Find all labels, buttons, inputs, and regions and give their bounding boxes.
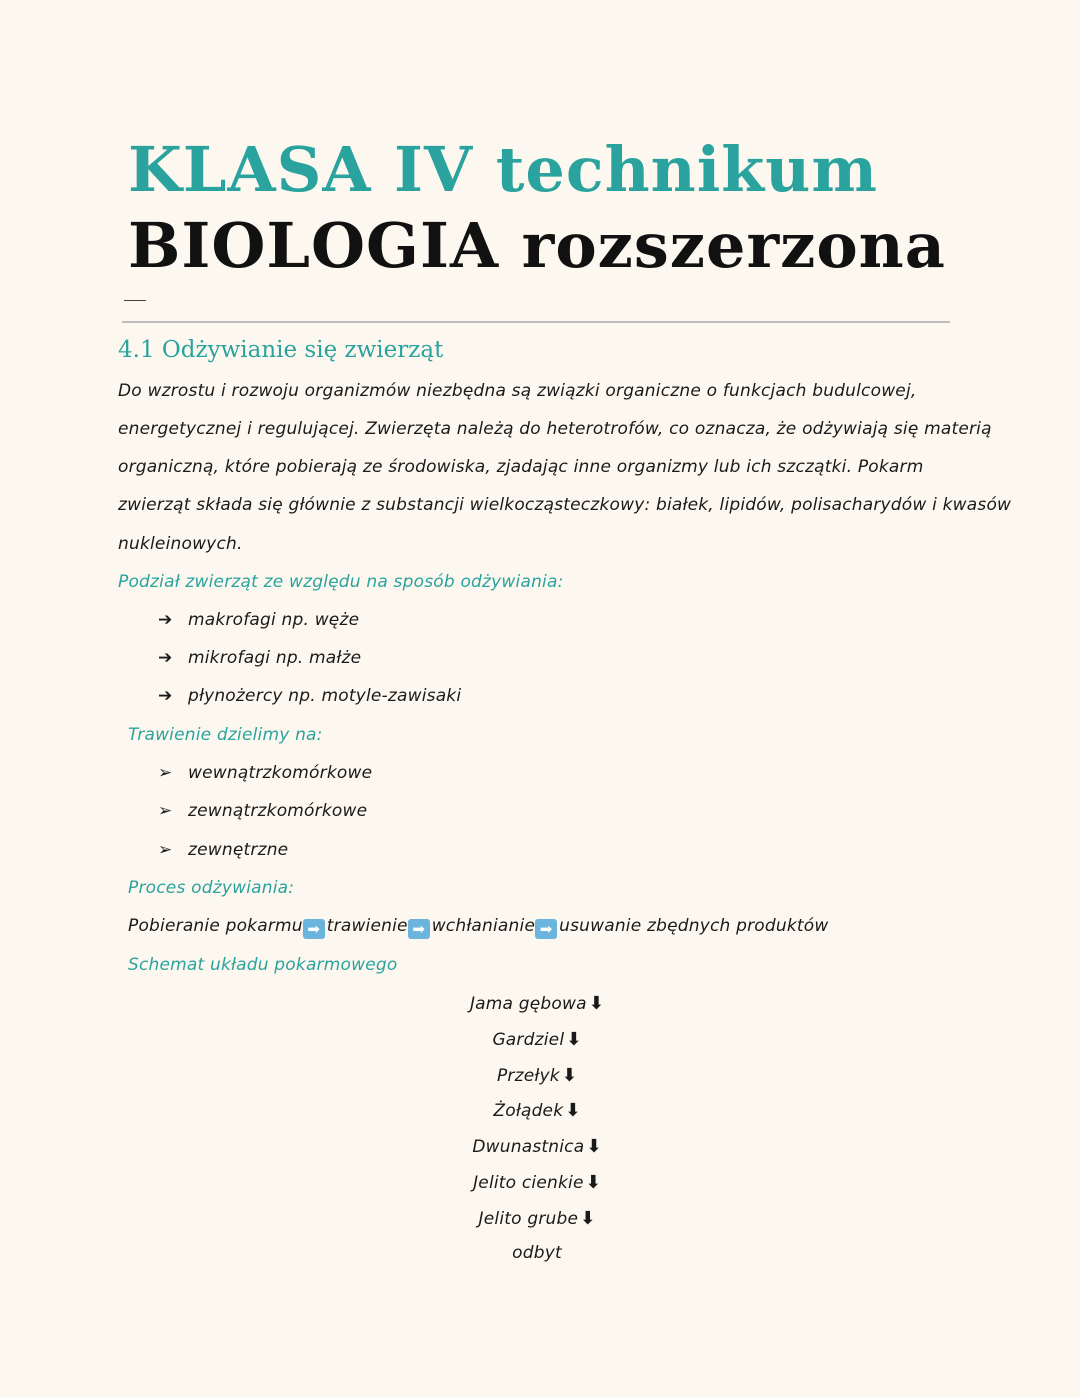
list-item-label: makrofagi np. węże [188,610,360,630]
organ-item [0,1065,1074,1086]
organ-label: Jama gębowa [469,994,587,1014]
title-subject-level: rozszerzona [499,209,946,282]
arrow-down-icon: ⬇ [565,1100,581,1121]
arrow-down-icon: ⬇ [566,1029,582,1050]
organ-item [0,1172,1074,1193]
paragraph-line: energetycznej i regulującej. Zwierzęta należą do heterotrofów, co oznacza, że odżywiają się materią [118,419,992,439]
paragraph-line: Do wzrostu i rozwoju organizmów niezbędna są związki organiczne o funkcjach budulcowej, [118,381,917,401]
title-line-2 [128,211,946,281]
list-item-label: zewnętrzne [188,840,289,860]
process-step: trawienie [326,916,408,936]
process-step: wchłanianie [431,916,536,936]
organ-label: Jelito grube [478,1209,579,1229]
list-item [158,801,367,821]
arrowhead-bullet-icon: ➢ [158,801,173,821]
arrow-down-icon: ⬇ [580,1208,596,1229]
arrow-down-icon: ⬇ [586,1136,602,1157]
organ-item [0,1029,1074,1050]
paragraph-line: organiczną, które pobierają ze środowiska, zjadając inne organizmy lub ich szczątki. Pokarm [118,457,924,477]
process-flow [128,916,828,939]
arrow-down-icon: ⬇ [585,1172,601,1193]
paragraph-line: nukleinowych. [118,534,243,554]
arrow-down-icon: ⬇ [561,1065,578,1086]
organ-item [0,1243,1074,1263]
list-item-label: płynożercy np. motyle-zawisaki [188,686,462,706]
organ-item [0,1208,1074,1229]
process-step: usuwanie zbędnych produktów [559,916,829,936]
title-line-1 [128,135,878,205]
horizontal-rule [122,321,950,323]
list-item [158,686,461,706]
list-item [158,610,359,630]
list-item [158,840,288,860]
organ-label: Jelito cienkie [473,1173,584,1193]
arrow-right-icon: ➡ [303,919,325,939]
arrow-right-icon: ➔ [158,610,173,630]
digestion-heading: Trawienie dzielimy na: [128,725,323,745]
division-heading: Podział zwierząt ze względu na sposób odżywiania: [118,572,564,592]
organ-item [0,1136,1074,1157]
separator-dash [124,300,146,301]
scheme-heading: Schemat układu pokarmowego [128,955,398,975]
list-item-label: zewnątrzkomórkowe [188,801,368,821]
section-heading: 4.1 Odżywianie się zwierząt [118,337,444,363]
organ-label: Przełyk [496,1066,560,1086]
organ-label: Gardziel [492,1030,565,1050]
list-item-label: mikrofagi np. małże [188,648,362,668]
title-subject: BIOLOGIA [128,209,500,282]
list-item [158,763,372,783]
arrowhead-bullet-icon: ➢ [158,763,173,783]
arrow-right-icon: ➔ [158,686,173,706]
list-item-label: wewnątrzkomórkowe [188,763,373,783]
organ-label: Dwunastnica [472,1137,585,1157]
paragraph-line: zwierząt składa się głównie z substancji wielkocząsteczkowy: białek, lipidów, polisacharydów i kwasów [118,495,1012,515]
arrow-right-icon: ➡ [408,919,430,939]
process-heading: Proces odżywiania: [128,878,295,898]
organ-item [0,993,1074,1014]
title-class: KLASA IV technikum [128,133,878,206]
list-item [158,648,361,668]
arrow-right-icon: ➡ [535,919,557,939]
arrowhead-bullet-icon: ➢ [158,840,173,860]
arrow-right-icon: ➔ [158,648,173,668]
organ-label: Żołądek [493,1101,564,1121]
process-step: Pobieranie pokarmu [128,916,303,936]
arrow-down-icon: ⬇ [588,993,605,1014]
organ-item [0,1100,1074,1121]
organ-label: odbyt [512,1243,562,1263]
